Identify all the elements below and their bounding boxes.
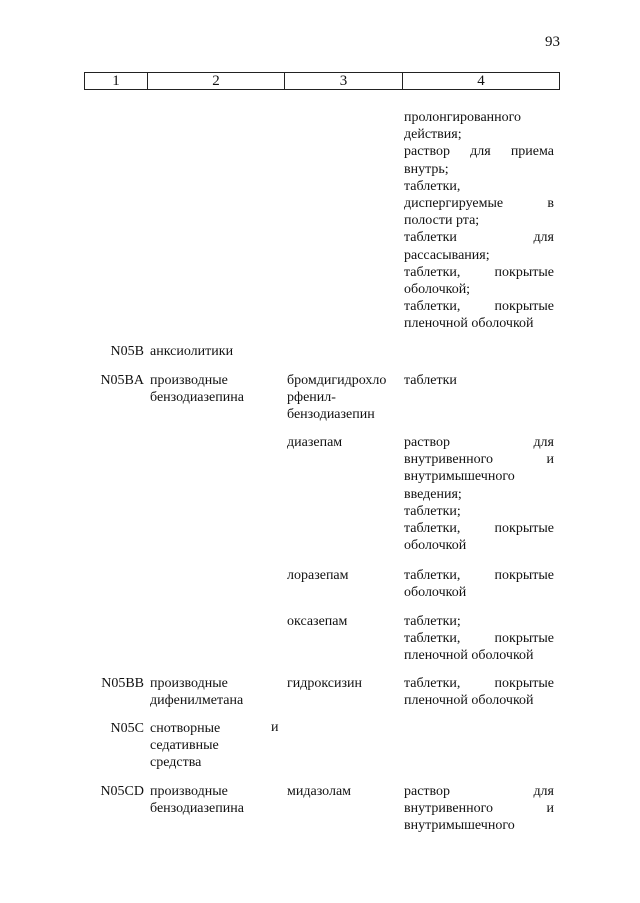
text-line <box>404 298 554 315</box>
word: покрытые <box>494 299 554 315</box>
text-line: оболочкой <box>404 585 467 601</box>
word: таблетки, <box>404 521 461 537</box>
drug-name <box>287 434 395 451</box>
text-line: средства <box>150 755 202 771</box>
word: раствор <box>404 784 451 799</box>
text-line <box>404 567 554 584</box>
text-line: бензодиазепина <box>150 801 244 817</box>
text-line: дифенилметана <box>150 693 244 709</box>
text-line <box>404 630 554 647</box>
text-line: введения; <box>404 486 462 502</box>
word: таблетки, <box>404 568 461 583</box>
word: раствор <box>404 435 451 450</box>
word: для <box>533 435 554 450</box>
word: таблетки, <box>404 299 461 315</box>
word: покрытые <box>494 631 554 647</box>
word: покрытые <box>494 568 554 583</box>
text-line <box>404 264 554 281</box>
group-name <box>150 675 282 709</box>
text-line: пролонгированного <box>404 110 522 125</box>
page-number: 93 <box>545 34 560 50</box>
text-line: лоразепам <box>287 568 349 583</box>
word: раствор <box>404 144 451 160</box>
header-col-2: 2 <box>148 73 285 89</box>
word: внутривенного <box>404 801 494 817</box>
text-line: рассасывания; <box>404 247 490 263</box>
word: для <box>533 230 554 246</box>
text-line <box>404 451 554 468</box>
text-line <box>404 800 554 817</box>
text-line: гидроксизин <box>287 676 363 691</box>
dosage-form <box>404 567 554 601</box>
text-line: снотворные <box>150 721 221 736</box>
text-line: таблетки; <box>404 503 461 519</box>
text-line: таблетки, <box>404 178 461 194</box>
dosage-form <box>404 613 554 665</box>
dosage-form <box>404 434 554 554</box>
text-line: бромдигидрохло <box>287 373 387 388</box>
drug-name <box>287 783 395 800</box>
word: для <box>533 784 554 799</box>
text-line: внутримышечного <box>404 818 515 834</box>
text-line: оксазепам <box>287 614 348 629</box>
text-line: производные <box>150 676 228 691</box>
word: покрытые <box>494 264 554 280</box>
text-line <box>404 229 554 246</box>
text-line: бензодиазепина <box>150 390 244 406</box>
text-line <box>404 195 554 212</box>
atc-code: N05BB <box>101 676 144 691</box>
word: внутривенного <box>404 452 494 468</box>
text-line: пленочной оболочкой <box>404 648 534 664</box>
text-line: анксиолитики <box>150 344 234 359</box>
word: для <box>470 144 491 160</box>
text-line: производные <box>150 784 228 799</box>
text-line <box>404 434 554 451</box>
text-line: седативные <box>150 738 219 754</box>
text-line: оболочкой; <box>404 282 471 298</box>
text-line: действия; <box>404 127 462 143</box>
header-col-1: 1 <box>85 73 148 89</box>
word: приема <box>510 144 554 160</box>
text-line: мидазолам <box>287 784 352 799</box>
atc-code: N05BA <box>100 373 144 388</box>
word: таблетки, <box>404 264 461 280</box>
word: в <box>547 196 554 212</box>
dosage-form <box>404 675 554 709</box>
word: таблетки <box>404 230 457 246</box>
group-name <box>150 720 282 772</box>
atc-code: N05B <box>110 344 144 359</box>
text-line: таблетки; <box>404 614 461 629</box>
group-name <box>150 343 282 360</box>
header-col-3: 3 <box>285 73 403 89</box>
word: покрытые <box>494 676 554 691</box>
text-line: таблетки <box>404 373 457 388</box>
text-line <box>404 675 554 692</box>
text-line: внутримышечного <box>404 469 515 485</box>
drug-name <box>287 613 395 630</box>
text-line: диазепам <box>287 435 343 450</box>
table-header <box>84 72 560 90</box>
word: таблетки, <box>404 631 461 647</box>
dosage-form <box>404 372 554 389</box>
text-line: производные <box>150 373 228 388</box>
text-line <box>404 520 554 537</box>
text-line: рфенил- <box>287 390 336 406</box>
word: покрытые <box>494 521 554 537</box>
text-line: оболочкой <box>404 538 467 554</box>
text-line: полости рта; <box>404 213 480 229</box>
dosage-form <box>404 783 554 835</box>
text-line: пленочной оболочкой <box>404 693 534 709</box>
text-line: пленочной оболочкой <box>404 316 534 332</box>
group-name <box>150 372 282 406</box>
text-line <box>404 783 554 800</box>
word: диспергируемые <box>404 196 504 212</box>
word: и <box>546 801 554 817</box>
text-line: бензодиазепин <box>287 407 375 423</box>
atc-code: N05C <box>110 721 144 736</box>
atc-code: N05CD <box>100 784 144 799</box>
word: и <box>546 452 554 468</box>
header-col-4: 4 <box>477 73 485 89</box>
dosage-form <box>404 109 554 333</box>
conjunction: и <box>271 720 279 735</box>
text-line <box>404 143 554 160</box>
drug-name <box>287 372 395 424</box>
word: таблетки, <box>404 676 461 691</box>
group-name <box>150 783 282 817</box>
drug-name <box>287 675 395 692</box>
text-line: внутрь; <box>404 161 449 177</box>
drug-name <box>287 567 395 584</box>
